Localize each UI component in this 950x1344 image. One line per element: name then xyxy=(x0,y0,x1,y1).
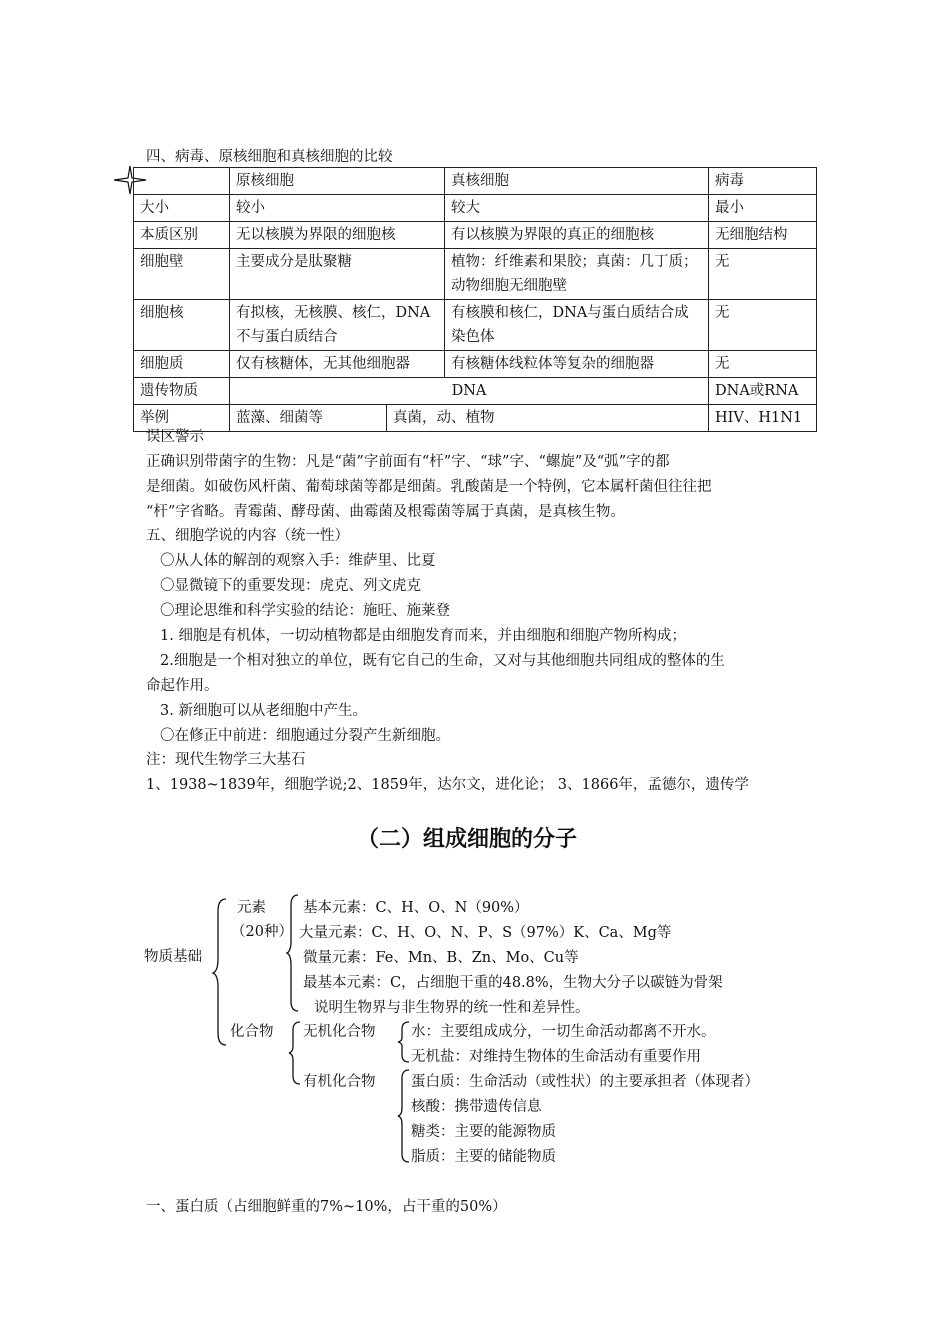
inorganic-line: 无机盐：对维持生物体的生命活动有重要作用 xyxy=(411,1049,701,1065)
table-cell: 较小 xyxy=(230,195,445,222)
organic-line: 核酸：携带遗传信息 xyxy=(411,1099,542,1115)
table-cell: 仅有核糖体，无其他细胞器 xyxy=(230,351,445,378)
tree-root: 物质基础 xyxy=(144,949,202,965)
section2-title: （二）组成细胞的分子 xyxy=(357,827,578,852)
brace-icon xyxy=(397,1020,411,1064)
table-cell: 细胞质 xyxy=(134,351,230,378)
table-cell: 无细胞结构 xyxy=(709,222,817,249)
section5-line: 〇从人体的解剖的观察入手：维萨里、比夏 xyxy=(160,553,436,569)
section5-line: 命起作用。 xyxy=(146,678,219,694)
comparison-table xyxy=(133,167,817,432)
table-cell: 无 xyxy=(709,249,817,300)
table-row xyxy=(134,195,817,222)
warning-line: 是细菌。如破伤风杆菌、葡萄球菌等都是细菌。乳酸菌是一个特例，它本属杆菌但往往把 xyxy=(146,479,712,495)
table-row xyxy=(134,405,817,432)
tree-inorganic-label: 无机化合物 xyxy=(303,1024,376,1040)
tree-compounds-label: 化合物 xyxy=(230,1024,274,1040)
table-cell: 最小 xyxy=(709,195,817,222)
table-cell: 有核膜和核仁，DNA与蛋白质结合成染色体 xyxy=(445,300,709,351)
table-cell: 真菌，动、植物 xyxy=(387,405,709,432)
brace-icon xyxy=(397,1068,411,1164)
table-cell: 有核糖体线粒体等复杂的细胞器 xyxy=(445,351,709,378)
table-cell: 细胞壁 xyxy=(134,249,230,300)
table-cell: 无 xyxy=(709,351,817,378)
table-header-cell: 原核细胞 xyxy=(230,168,445,195)
table-cell: 举例 xyxy=(134,405,230,432)
table-cell: 遗传物质 xyxy=(134,378,230,405)
section4-heading: 四、病毒、原核细胞和真核细胞的比较 xyxy=(146,149,393,165)
section5-milestones: 1、1938~1839年，细胞学说;2、1859年，达尔文，进化论； 3、1866年，孟德尔，遗传学 xyxy=(146,777,749,793)
table-cell: 大小 xyxy=(134,195,230,222)
table-cell: DNA或RNA xyxy=(709,378,817,405)
section5-line: 〇理论思维和科学实验的结论：施旺、施莱登 xyxy=(160,603,450,619)
table-row xyxy=(134,300,817,351)
section5-line: 2.细胞是一个相对独立的单位，既有它自己的生命，又对与其他细胞共同组成的整体的生 xyxy=(160,653,725,669)
table-header-cell xyxy=(134,168,230,195)
table-cell: 本质区别 xyxy=(134,222,230,249)
table-cell: 蓝藻、细菌等 xyxy=(230,405,387,432)
protein-heading: 一、蛋白质（占细胞鲜重的7%~10%，占干重的50%） xyxy=(146,1199,507,1215)
organic-line: 脂质：主要的储能物质 xyxy=(411,1149,556,1165)
element-line: 微量元素：Fe、Mn、B、Zn、Mo、Cu等 xyxy=(303,950,579,966)
section5-line: 〇在修正中前进：细胞通过分裂产生新细胞。 xyxy=(160,728,450,744)
inorganic-line: 水：主要组成成分，一切生命活动都离不开水。 xyxy=(411,1024,716,1040)
organic-line: 蛋白质：生命活动（或性状）的主要承担者（体现者） xyxy=(411,1074,759,1090)
tree-elements-count: （20种） xyxy=(231,924,293,940)
warning-line: “杆”字省略。青霉菌、酵母菌、曲霉菌及根霉菌等属于真菌，是真核生物。 xyxy=(146,504,625,520)
brace-icon xyxy=(288,1020,302,1086)
section5-line: 3. 新细胞可以从老细胞中产生。 xyxy=(160,703,367,719)
table-cell: HIV、H1N1 xyxy=(709,405,817,432)
section5-note: 注：现代生物学三大基石 xyxy=(146,752,306,768)
tree-organic-label: 有机化合物 xyxy=(303,1074,376,1090)
table-header-cell: 病毒 xyxy=(709,168,817,195)
table-cell: 无 xyxy=(709,300,817,351)
table-cell: DNA xyxy=(230,378,709,405)
element-line: 基本元素：C、H、O、N（90%） xyxy=(303,900,529,916)
table-row xyxy=(134,249,817,300)
warning-title: 误区警示 xyxy=(146,429,204,445)
element-line: 最基本元素：C，占细胞干重的48.8%，生物大分子以碳链为骨架 xyxy=(303,975,723,991)
table-cell: 无以核膜为界限的细胞核 xyxy=(230,222,445,249)
brace-icon xyxy=(286,893,300,1013)
table-header-cell: 真核细胞 xyxy=(445,168,709,195)
table-row xyxy=(134,351,817,378)
organic-line: 糖类：主要的能源物质 xyxy=(411,1124,556,1140)
table-cell: 有以核膜为界限的真正的细胞核 xyxy=(445,222,709,249)
table-cell: 植物：纤维素和果胶；真菌：几丁质；动物细胞无细胞壁 xyxy=(445,249,709,300)
table-cell: 主要成分是肽聚糖 xyxy=(230,249,445,300)
table-header-row xyxy=(134,168,817,195)
table-row xyxy=(134,222,817,249)
table-cell: 较大 xyxy=(445,195,709,222)
warning-line: 正确识别带菌字的生物：凡是“菌”字前面有“杆”字、“球”字、“螺旋”及“弧”字的都 xyxy=(146,454,670,470)
table-cell: 细胞核 xyxy=(134,300,230,351)
brace-icon xyxy=(212,897,228,1047)
section5-line: 〇显微镜下的重要发现：虎克、列文虎克 xyxy=(160,578,421,594)
table-cell: 有拟核，无核膜、核仁，DNA不与蛋白质结合 xyxy=(230,300,445,351)
element-line: 说明生物界与非生物界的统一性和差异性。 xyxy=(314,1000,590,1016)
tree-elements-label: 元素 xyxy=(237,900,266,916)
table-row xyxy=(134,378,817,405)
section5-heading: 五、细胞学说的内容（统一性） xyxy=(146,528,349,544)
section5-line: 1. 细胞是有机体，一切动植物都是由细胞发育而来，并由细胞和细胞产物所构成； xyxy=(160,628,686,644)
element-line: 大量元素：C、H、O、N、P、S（97%）K、Ca、Mg等 xyxy=(299,925,672,941)
